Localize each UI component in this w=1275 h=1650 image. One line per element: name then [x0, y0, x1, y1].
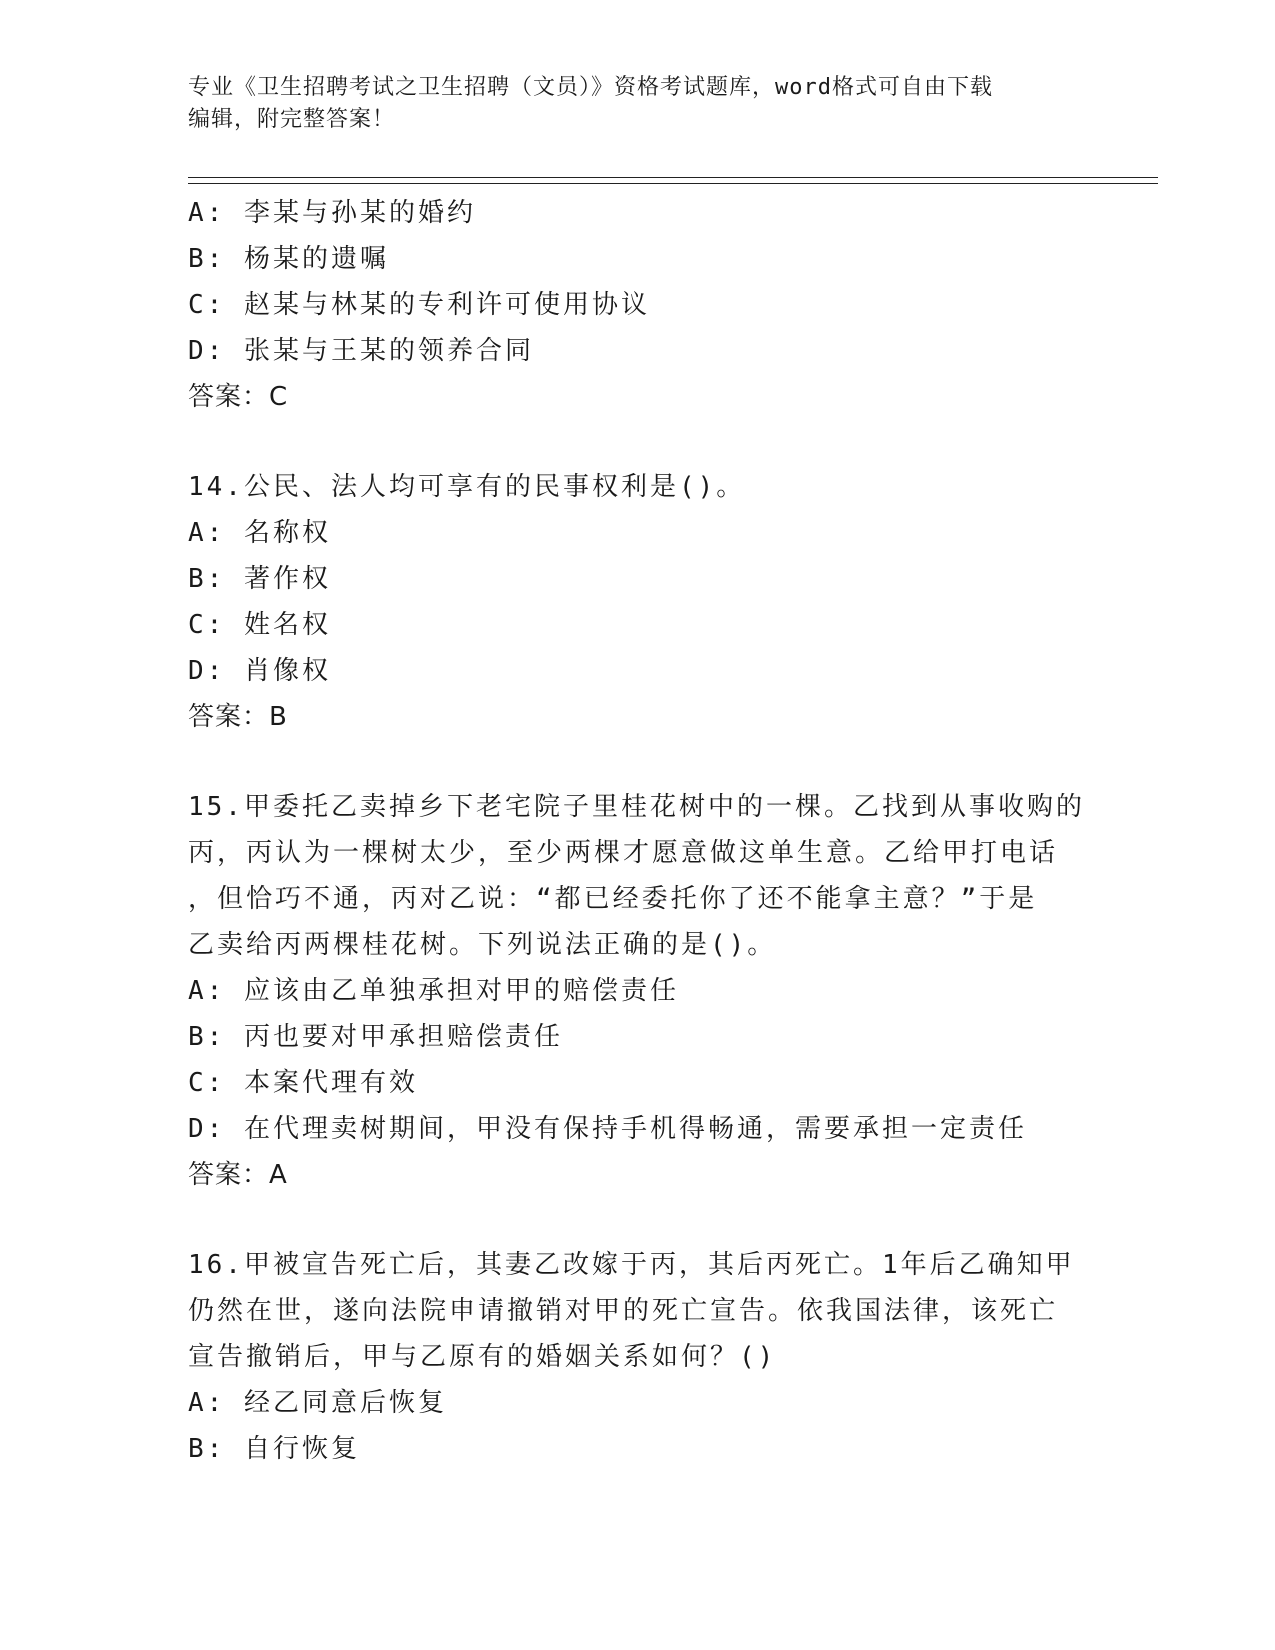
option-c: C: 本案代理有效: [188, 1068, 418, 1098]
header-line-1: 专业《卫生招聘考试之卫生招聘（文员）》资格考试题库，word格式可自由下载: [188, 75, 993, 100]
option-a: A: 应该由乙单独承担对甲的赔偿责任: [188, 976, 679, 1006]
spacer: [188, 1198, 1088, 1242]
question-stem: 14.公民、法人均可享有的民事权利是()。: [188, 472, 746, 502]
question-14: [188, 464, 1088, 740]
option-a: A: 李某与孙某的婚约: [188, 198, 476, 228]
option-a: A: 经乙同意后恢复: [188, 1388, 447, 1418]
question-15: [188, 784, 1088, 1198]
document-header: [188, 72, 1068, 136]
answer-line: 答案：A: [188, 1160, 288, 1190]
option-c: C: 赵某与林某的专利许可使用协议: [188, 290, 650, 320]
option-a: A: 名称权: [188, 518, 331, 548]
question-stem-line: 16.甲被宣告死亡后，其妻乙改嫁于丙，其后丙死亡。1年后乙确知甲: [188, 1250, 1075, 1280]
header-divider-top: [188, 177, 1158, 178]
spacer: [188, 740, 1088, 784]
option-c: C: 姓名权: [188, 610, 331, 640]
question-stem-line: 丙，丙认为一棵树太少，至少两棵才愿意做这单生意。乙给甲打电话: [188, 838, 1059, 868]
answer-line: 答案：B: [188, 702, 288, 732]
question-stem-line: 宣告撤销后，甲与乙原有的婚姻关系如何？(): [188, 1342, 777, 1372]
header-divider-bottom: [188, 183, 1158, 184]
option-b: B: 丙也要对甲承担赔偿责任: [188, 1022, 563, 1052]
option-b: B: 自行恢复: [188, 1434, 360, 1464]
question-stem-line: 乙卖给丙两棵桂花树。下列说法正确的是()。: [188, 930, 777, 960]
answer-line: 答案：C: [188, 382, 289, 412]
question-stem-line: ，但恰巧不通，丙对乙说：“都已经委托你了还不能拿主意？”于是: [188, 884, 1038, 914]
question-13: [188, 190, 1088, 420]
option-d: D: 肖像权: [188, 656, 331, 686]
question-stem-line: 仍然在世，遂向法院申请撤销对甲的死亡宣告。依我国法律，该死亡: [188, 1296, 1059, 1326]
option-b: B: 著作权: [188, 564, 331, 594]
question-16: [188, 1242, 1088, 1472]
question-stem-line: 15.甲委托乙卖掉乡下老宅院子里桂花树中的一棵。乙找到从事收购的: [188, 792, 1085, 822]
question-content: [188, 190, 1088, 1472]
spacer: [188, 420, 1088, 464]
option-d: D: 张某与王某的领养合同: [188, 336, 534, 366]
option-b: B: 杨某的遗嘱: [188, 244, 389, 274]
option-d: D: 在代理卖树期间，甲没有保持手机得畅通，需要承担一定责任: [188, 1114, 1027, 1144]
header-line-2: 编辑，附完整答案！: [188, 107, 396, 132]
